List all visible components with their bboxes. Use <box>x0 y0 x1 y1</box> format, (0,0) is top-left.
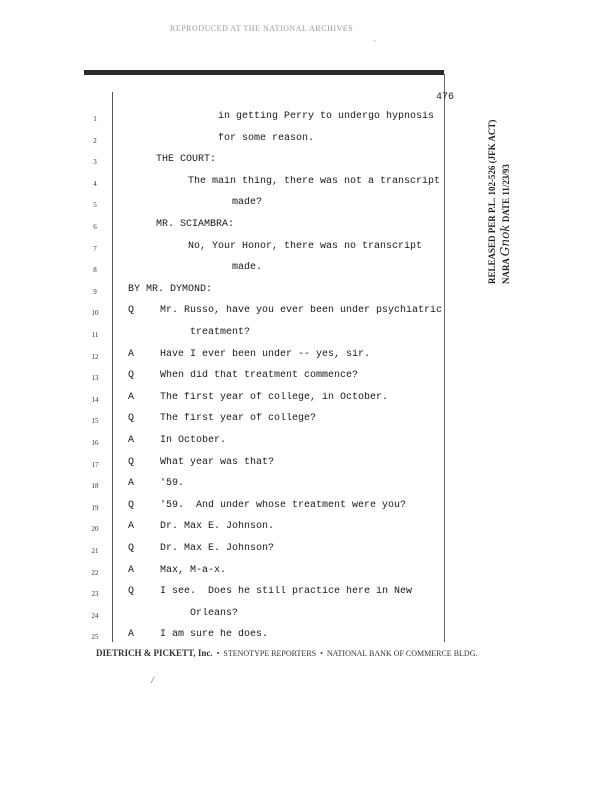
transcript-line <box>0 413 612 427</box>
line-text: The first year of college? <box>160 413 317 425</box>
line-number: 10 <box>91 309 99 318</box>
release-stamp-line2 <box>499 104 513 284</box>
release-stamp-nara-label: NARA <box>501 258 511 284</box>
answer-marker: A <box>128 564 135 576</box>
reporter-footer: DIETRICH & PICKETT, Inc. • STENOTYPE REPORTERS • NATIONAL BANK OF COMMERCE BLDG. <box>96 648 478 658</box>
transcript-line <box>0 392 612 406</box>
line-number: 22 <box>91 568 99 577</box>
line-text: Dr. Max E. Johnson. <box>160 521 275 533</box>
line-number: 18 <box>91 482 99 491</box>
answer-marker: A <box>128 348 135 360</box>
page-number: 476 <box>436 92 455 103</box>
release-stamp-date-label: DATE <box>501 197 511 223</box>
question-marker: Q <box>128 305 135 317</box>
line-number: 24 <box>91 611 99 620</box>
line-text: '59. <box>160 478 185 490</box>
line-number: 6 <box>93 223 97 231</box>
line-text: The main thing, there was not a transcript <box>188 175 441 187</box>
question-marker: Q <box>128 543 135 554</box>
transcript-line <box>0 543 612 557</box>
transcript-line <box>0 565 612 579</box>
transcript-line <box>0 305 612 319</box>
transcript-line <box>0 608 612 622</box>
line-number: 21 <box>91 547 99 555</box>
question-marker: Q <box>128 413 135 425</box>
release-stamp-signature: Gnok <box>498 224 512 257</box>
line-text: The first year of college, in October. <box>160 391 389 403</box>
line-text: Max, M-a-x. <box>160 564 227 576</box>
line-text: No, Your Honor, there was no transcript <box>188 240 423 252</box>
line-number: 17 <box>91 460 99 469</box>
line-text: Orleans? <box>190 607 239 619</box>
transcript-line <box>0 327 612 341</box>
transcript-line <box>0 586 612 600</box>
line-number: 20 <box>91 525 99 534</box>
line-text: Have I ever been under -- yes, sir. <box>160 348 371 360</box>
answer-marker: A <box>128 478 135 490</box>
line-number: 15 <box>91 417 99 426</box>
line-number: 25 <box>91 633 99 642</box>
line-text: for some reason. <box>218 132 315 144</box>
footer-firm: DIETRICH & PICKETT, Inc. <box>96 648 213 658</box>
transcript-line <box>0 435 612 449</box>
line-number: 16 <box>91 439 99 447</box>
line-number: 5 <box>93 201 97 210</box>
question-marker: Q <box>128 456 135 468</box>
transcript-line <box>0 629 612 643</box>
line-text: In October. <box>160 435 227 446</box>
line-text: THE COURT: <box>156 154 217 166</box>
transcript-line <box>0 370 612 384</box>
release-stamp-date: 11/23/93 <box>501 164 511 196</box>
line-text: in getting Perry to undergo hypnosis <box>218 111 435 122</box>
answer-marker: A <box>128 391 135 403</box>
line-text: treatment? <box>190 327 251 338</box>
line-number: 12 <box>91 352 99 361</box>
release-stamp-line1: RELEASED PER P.L. 102-526 (JFK ACT) <box>487 119 497 284</box>
line-text: When did that treatment commence? <box>160 370 359 382</box>
line-number: 23 <box>91 590 99 599</box>
transcript-line <box>0 478 612 492</box>
line-text: '59. And under whose treatment were you? <box>160 499 407 511</box>
archive-stamp: REPRODUCED AT THE NATIONAL ARCHIVES <box>170 24 354 33</box>
line-number: 1 <box>93 115 97 123</box>
line-number: 14 <box>91 395 99 404</box>
line-number: 19 <box>91 503 99 512</box>
line-text: made? <box>232 197 263 209</box>
line-text: MR. SCIAMBRA: <box>156 219 235 230</box>
top-rule <box>84 70 444 75</box>
line-number: 7 <box>93 244 97 253</box>
scan-mark: ˙ <box>372 40 378 50</box>
line-number: 8 <box>93 266 97 275</box>
line-text: I am sure he does. <box>160 629 269 641</box>
line-text: I see. Does he still practice here in New <box>160 586 413 598</box>
footer-address: NATIONAL BANK OF COMMERCE BLDG. <box>326 649 478 658</box>
question-marker: Q <box>128 370 135 382</box>
transcript-line <box>0 500 612 514</box>
line-text: Dr. Max E. Johnson? <box>160 543 275 554</box>
question-marker: Q <box>128 586 135 598</box>
release-stamp <box>486 104 526 284</box>
transcript-line <box>0 457 612 471</box>
answer-marker: A <box>128 435 135 446</box>
line-number: 4 <box>93 179 97 188</box>
line-text: Mr. Russo, have you ever been under psychiatric <box>160 305 443 317</box>
line-number: 2 <box>93 136 97 145</box>
answer-marker: A <box>128 629 135 641</box>
transcript-line <box>0 349 612 363</box>
line-number: 3 <box>93 158 97 167</box>
scan-mark: / <box>150 676 156 686</box>
answer-marker: A <box>128 521 135 533</box>
question-marker: Q <box>128 499 135 511</box>
line-text: made. <box>232 262 263 274</box>
line-number: 9 <box>93 287 97 296</box>
margin-rule <box>112 92 113 642</box>
line-number: 13 <box>91 374 99 383</box>
line-text: BY MR. DYMOND: <box>128 283 213 295</box>
line-number: 11 <box>91 331 99 339</box>
line-text: What year was that? <box>160 456 275 468</box>
transcript-line <box>0 284 612 298</box>
transcript-line <box>0 521 612 535</box>
footer-service: STENOTYPE REPORTERS <box>223 649 317 658</box>
